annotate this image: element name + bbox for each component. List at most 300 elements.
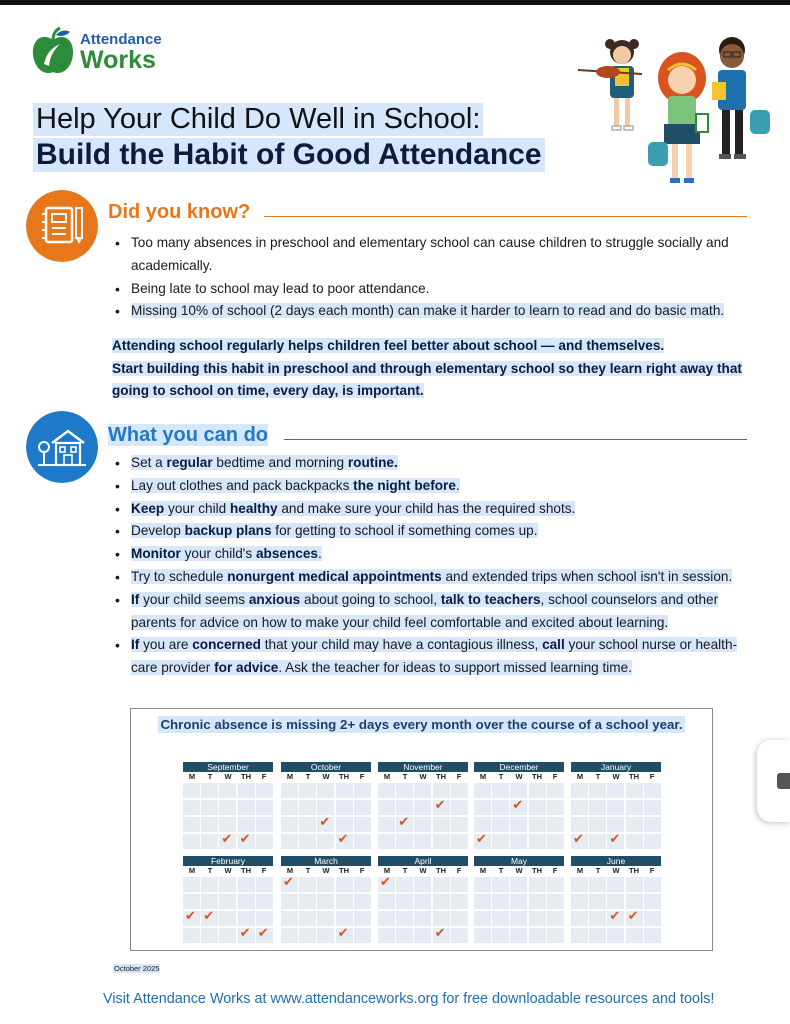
logo-text-line2: Works (80, 45, 156, 74)
day-cell (354, 877, 371, 892)
absence-checkmark-icon (256, 928, 273, 943)
day-cell (299, 928, 316, 943)
day-cell (219, 817, 236, 832)
day-cell (378, 894, 395, 909)
day-cell (607, 800, 624, 815)
day-cell (299, 877, 316, 892)
day-cell (256, 877, 273, 892)
day-cell (529, 783, 546, 798)
day-cell (396, 928, 413, 943)
day-cell (529, 894, 546, 909)
boy-with-glasses-figure (712, 37, 770, 159)
weekday-label: W (224, 866, 232, 875)
day-cell (281, 834, 298, 849)
day-cell (378, 911, 395, 926)
absence-checkmark-icon (626, 911, 643, 926)
day-cell (474, 817, 491, 832)
day-cell (451, 783, 468, 798)
month-name: April (378, 856, 468, 866)
day-cell (256, 911, 273, 926)
notebook-pencil-icon (26, 190, 98, 262)
day-cell (607, 928, 624, 943)
month-name: January (571, 762, 661, 772)
day-cell (281, 894, 298, 909)
day-cell (571, 894, 588, 909)
weekday-label: M (383, 772, 391, 781)
month-name: May (474, 856, 564, 866)
day-cell (354, 783, 371, 798)
day-cell (510, 894, 527, 909)
day-cell (396, 911, 413, 926)
weekday-label: W (419, 866, 427, 875)
day-cell (281, 800, 298, 815)
weekday-labels (571, 772, 661, 782)
day-cell (510, 911, 527, 926)
month-october (281, 762, 371, 849)
day-cell (238, 783, 255, 798)
weekday-label: F (261, 772, 267, 781)
day-cell (644, 783, 661, 798)
absence-checkmark-icon (607, 834, 624, 849)
day-cell (256, 783, 273, 798)
day-cell (299, 834, 316, 849)
weekday-label: W (224, 772, 232, 781)
day-cell (571, 911, 588, 926)
day-cell (589, 877, 606, 892)
weekday-label: F (649, 866, 655, 875)
weekday-label: W (419, 772, 427, 781)
day-cell (474, 894, 491, 909)
day-cell (492, 800, 509, 815)
month-name: March (281, 856, 371, 866)
day-grid (474, 877, 564, 943)
weekday-label: W (515, 866, 523, 875)
day-cell (238, 894, 255, 909)
month-june (571, 856, 661, 943)
absence-checkmark-icon (510, 800, 527, 815)
day-cell (529, 800, 546, 815)
day-cell (219, 783, 236, 798)
day-grid (183, 877, 273, 943)
did-you-know-rule (264, 216, 747, 217)
list-item: • Develop backup plans for getting to school if something comes up. (112, 520, 762, 543)
month-name: November (378, 762, 468, 772)
month-december (474, 762, 564, 849)
girl-with-backpack-figure (648, 52, 708, 183)
day-cell (529, 834, 546, 849)
day-cell (317, 783, 334, 798)
day-cell (183, 877, 200, 892)
day-cell (451, 834, 468, 849)
day-cell (626, 783, 643, 798)
day-cell (219, 928, 236, 943)
weekday-label: F (649, 772, 655, 781)
day-cell (317, 834, 334, 849)
day-cell (607, 817, 624, 832)
day-cell (433, 877, 450, 892)
day-cell (354, 817, 371, 832)
day-cell (547, 911, 564, 926)
weekday-label: W (322, 772, 330, 781)
day-cell (414, 894, 431, 909)
weekday-label: T (305, 772, 311, 781)
day-cell (607, 894, 624, 909)
what-you-can-do-heading: What you can do (108, 424, 268, 446)
day-cell (510, 928, 527, 943)
day-cell (201, 877, 218, 892)
logo-text-line1: Attendance (80, 30, 162, 48)
day-cell (299, 783, 316, 798)
day-cell (644, 928, 661, 943)
weekday-label: T (498, 772, 504, 781)
day-cell (378, 783, 395, 798)
day-cell (529, 911, 546, 926)
weekday-label: M (479, 866, 487, 875)
day-cell (219, 800, 236, 815)
day-cell (571, 817, 588, 832)
day-cell (299, 800, 316, 815)
day-grid (281, 877, 371, 943)
absence-checkmark-icon (378, 877, 395, 892)
day-cell (256, 894, 273, 909)
day-cell (183, 928, 200, 943)
weekday-labels (378, 772, 468, 782)
day-cell (589, 834, 606, 849)
weekday-label: TH (532, 772, 542, 781)
day-cell (219, 877, 236, 892)
day-cell (547, 877, 564, 892)
day-cell (336, 783, 353, 798)
absence-checkmark-icon (474, 834, 491, 849)
weekday-label: M (188, 866, 196, 875)
weekday-labels (281, 866, 371, 876)
list-item: • Lay out clothes and pack backpacks the night before. (112, 475, 762, 498)
weekday-label: F (552, 866, 558, 875)
day-cell (378, 800, 395, 815)
weekday-label: M (383, 866, 391, 875)
weekday-labels (474, 866, 564, 876)
day-cell (474, 877, 491, 892)
day-cell (433, 894, 450, 909)
day-cell (547, 817, 564, 832)
day-cell (238, 817, 255, 832)
absence-checkmark-icon (281, 877, 298, 892)
day-cell (451, 911, 468, 926)
day-cell (644, 894, 661, 909)
day-cell (644, 834, 661, 849)
weekday-label: M (576, 772, 584, 781)
weekday-labels (183, 772, 273, 782)
day-cell (571, 800, 588, 815)
day-cell (256, 817, 273, 832)
day-cell (354, 800, 371, 815)
day-cell (183, 894, 200, 909)
day-cell (626, 834, 643, 849)
day-cell (451, 877, 468, 892)
day-grid (474, 783, 564, 849)
day-cell (433, 783, 450, 798)
day-cell (414, 877, 431, 892)
day-grid (571, 783, 661, 849)
day-grid (183, 783, 273, 849)
day-cell (607, 783, 624, 798)
day-cell (336, 800, 353, 815)
weekday-label: F (552, 772, 558, 781)
month-may (474, 856, 564, 943)
girl-with-violin-figure (578, 39, 642, 130)
children-illustration (572, 30, 782, 200)
absence-checkmark-icon (336, 928, 353, 943)
day-cell (396, 783, 413, 798)
weekday-label: TH (532, 866, 542, 875)
day-grid (378, 877, 468, 943)
day-cell (201, 800, 218, 815)
day-cell (281, 783, 298, 798)
day-cell (256, 800, 273, 815)
footer-resources-link[interactable]: Visit Attendance Works at www.attendanceworks.org for free downloadable resources and tools! (103, 991, 715, 1007)
day-cell (492, 817, 509, 832)
day-cell (414, 911, 431, 926)
weekday-label: T (402, 772, 408, 781)
weekday-label: TH (339, 866, 349, 875)
calendar-heading: Chronic absence is missing 2+ days every month over the course of a school year. (160, 717, 683, 732)
day-cell (492, 928, 509, 943)
day-cell (201, 817, 218, 832)
day-cell (299, 894, 316, 909)
day-cell (201, 783, 218, 798)
weekday-label: T (595, 772, 601, 781)
list-item: • Set a regular bedtime and morning routine. (112, 452, 762, 475)
day-cell (433, 911, 450, 926)
day-cell (626, 800, 643, 815)
day-cell (644, 800, 661, 815)
day-cell (589, 783, 606, 798)
weekday-label: TH (436, 866, 446, 875)
day-cell (299, 817, 316, 832)
top-border (0, 0, 790, 5)
day-cell (256, 834, 273, 849)
day-cell (414, 928, 431, 943)
attendance-works-logo[interactable] (30, 26, 162, 78)
day-cell (378, 817, 395, 832)
weekday-label: TH (629, 772, 639, 781)
day-cell (317, 911, 334, 926)
day-cell (354, 928, 371, 943)
day-cell (589, 817, 606, 832)
list-item: • Try to schedule nonurgent medical appointments and extended trips when school isn't in session. (112, 566, 762, 589)
day-cell (433, 817, 450, 832)
list-item: • Keep your child healthy and make sure your child has the required shots. (112, 498, 762, 521)
day-cell (626, 928, 643, 943)
did-you-know-heading: Did you know? (108, 201, 251, 223)
weekday-label: F (359, 866, 365, 875)
absence-checkmark-icon (336, 834, 353, 849)
day-cell (626, 877, 643, 892)
what-you-can-do-list (112, 452, 762, 680)
absence-checkmark-icon (238, 834, 255, 849)
day-cell (219, 894, 236, 909)
day-cell (589, 800, 606, 815)
list-item: • If your child seems anxious about going to school, talk to teachers, school counselors and other parents for advice on how to make your child feel comfortable and excited about learning. (112, 589, 762, 635)
absence-checkmark-icon (607, 911, 624, 926)
day-cell (492, 834, 509, 849)
side-panel-tab[interactable] (757, 740, 790, 822)
weekday-label: T (207, 772, 213, 781)
day-cell (644, 817, 661, 832)
weekday-label: W (515, 772, 523, 781)
day-cell (492, 783, 509, 798)
day-cell (183, 817, 200, 832)
month-name: December (474, 762, 564, 772)
day-cell (474, 800, 491, 815)
day-cell (492, 894, 509, 909)
day-cell (238, 911, 255, 926)
weekday-label: T (305, 866, 311, 875)
day-cell (626, 817, 643, 832)
weekday-label: T (498, 866, 504, 875)
page-title-line1: Help Your Child Do Well in School: (33, 103, 483, 136)
day-cell (547, 800, 564, 815)
month-name: September (183, 762, 273, 772)
apple-logo-icon (30, 26, 76, 78)
month-april (378, 856, 468, 943)
weekday-label: T (207, 866, 213, 875)
panel-toggle-icon (777, 773, 790, 789)
day-cell (451, 928, 468, 943)
day-cell (414, 834, 431, 849)
day-cell (281, 928, 298, 943)
absence-checkmark-icon (433, 800, 450, 815)
day-cell (433, 834, 450, 849)
day-cell (354, 894, 371, 909)
day-grid (378, 783, 468, 849)
weekday-label: TH (241, 866, 251, 875)
day-cell (281, 911, 298, 926)
month-name: June (571, 856, 661, 866)
absence-checkmark-icon (183, 911, 200, 926)
list-item: • If you are concerned that your child may have a contagious illness, call your school nurse or health-care provider for advice. Ask the teacher for ideas to support missed learning time. (112, 634, 762, 680)
weekday-label: M (286, 772, 294, 781)
day-cell (547, 783, 564, 798)
day-cell (607, 877, 624, 892)
weekday-label: TH (339, 772, 349, 781)
day-cell (474, 911, 491, 926)
day-cell (378, 928, 395, 943)
absence-checkmark-icon (317, 817, 334, 832)
day-cell (474, 783, 491, 798)
weekday-label: F (456, 772, 462, 781)
absence-checkmark-icon (433, 928, 450, 943)
day-cell (201, 894, 218, 909)
publication-date: October 2025 (114, 964, 160, 973)
month-february (183, 856, 273, 943)
house-icon (26, 411, 98, 483)
weekday-label: TH (241, 772, 251, 781)
day-cell (451, 894, 468, 909)
day-cell (336, 911, 353, 926)
day-cell (510, 783, 527, 798)
weekday-labels (281, 772, 371, 782)
day-cell (626, 894, 643, 909)
weekday-label: TH (436, 772, 446, 781)
month-september (183, 762, 273, 849)
month-name: February (183, 856, 273, 866)
day-cell (396, 800, 413, 815)
day-cell (547, 894, 564, 909)
absence-checkmark-icon (219, 834, 236, 849)
day-cell (281, 817, 298, 832)
month-november (378, 762, 468, 849)
day-cell (589, 894, 606, 909)
weekday-label: M (479, 772, 487, 781)
day-cell (547, 928, 564, 943)
weekday-label: M (188, 772, 196, 781)
day-cell (336, 817, 353, 832)
weekday-label: T (402, 866, 408, 875)
page-title-line2: Build the Habit of Good Attendance (33, 138, 545, 172)
list-item: • Monitor your child's absences. (112, 543, 762, 566)
weekday-label: F (456, 866, 462, 875)
day-cell (183, 800, 200, 815)
weekday-labels (378, 866, 468, 876)
day-grid (281, 783, 371, 849)
day-cell (317, 928, 334, 943)
absence-checkmark-icon (571, 834, 588, 849)
weekday-label: W (322, 866, 330, 875)
day-cell (354, 834, 371, 849)
day-cell (378, 834, 395, 849)
day-cell (571, 928, 588, 943)
day-cell (396, 894, 413, 909)
weekday-label: M (576, 866, 584, 875)
day-grid (571, 877, 661, 943)
day-cell (414, 817, 431, 832)
day-cell (510, 817, 527, 832)
weekday-label: M (286, 866, 294, 875)
day-cell (510, 834, 527, 849)
day-cell (451, 800, 468, 815)
day-cell (238, 800, 255, 815)
day-cell (336, 877, 353, 892)
weekday-label: W (612, 866, 620, 875)
day-cell (299, 911, 316, 926)
day-cell (219, 911, 236, 926)
weekday-label: F (359, 772, 365, 781)
day-cell (354, 911, 371, 926)
absence-checkmark-icon (201, 911, 218, 926)
absence-checkmark-icon (238, 928, 255, 943)
day-cell (317, 800, 334, 815)
day-cell (547, 834, 564, 849)
what-you-can-do-rule (284, 439, 747, 440)
day-cell (201, 834, 218, 849)
weekday-labels (183, 866, 273, 876)
list-item: • Missing 10% of school (2 days each month) can make it harder to learn to read and do basic math. (112, 300, 752, 323)
month-march (281, 856, 371, 943)
day-cell (492, 911, 509, 926)
day-cell (510, 877, 527, 892)
attendance-emphasis-paragraph: Attending school regularly helps children feel better about school — and themselves. Start building this habit in preschool and through elementary school so they learn right away that going to school on time, every day, is important. (112, 338, 742, 399)
day-cell (589, 928, 606, 943)
day-cell (201, 928, 218, 943)
weekday-labels (571, 866, 661, 876)
did-you-know-list (112, 232, 752, 323)
chronic-absence-calendar (130, 708, 713, 951)
day-cell (183, 783, 200, 798)
weekday-label: F (261, 866, 267, 875)
weekday-label: W (612, 772, 620, 781)
day-cell (238, 877, 255, 892)
